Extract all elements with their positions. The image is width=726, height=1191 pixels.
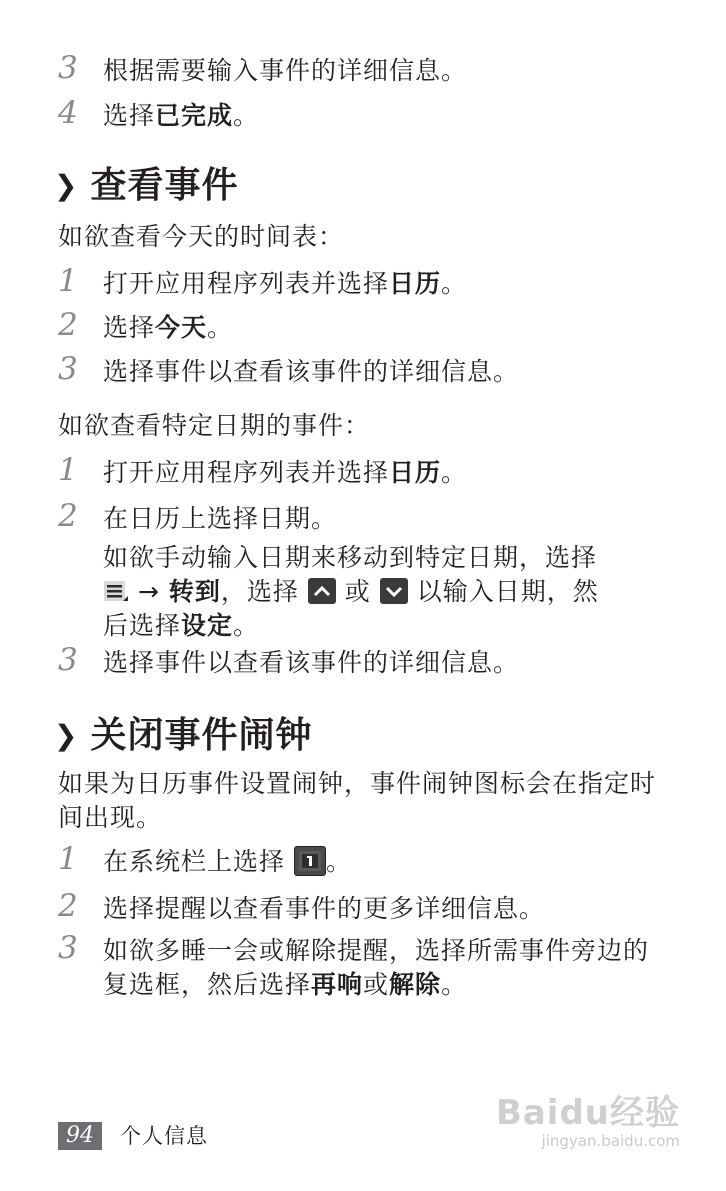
chevron-right-icon: ❯ [54,719,79,752]
step-number: 1 [58,452,78,488]
step-text: 打开应用程序列表并选择日历。 [103,458,468,487]
step-number: 1 [58,263,78,299]
notification-icon [294,846,326,876]
step-number: 3 [58,50,78,86]
watermark [496,1085,680,1150]
step-text: 在日历上选择日期。 [103,504,338,533]
section-heading-view-events: ❯ 查看事件 [54,165,239,206]
watermark-logo: Baidu经验 [495,1093,680,1133]
step-number: 4 [58,95,78,131]
step-text: 选择提醒以查看事件的更多详细信息。 [103,894,546,923]
section-heading-dismiss-alarm: ❯ 关闭事件闹钟 [54,715,313,756]
step-text: 选择事件以查看该事件的详细信息。 [103,648,520,677]
step-item [58,642,698,680]
menu-icon [103,578,129,602]
step-item [58,888,698,926]
step-text: 根据需要输入事件的详细信息。 [103,56,468,85]
chevron-up-icon [308,578,336,604]
step-item [58,95,698,133]
section-label: 个人信息 [120,1124,208,1148]
step-item [58,307,698,345]
step-number: 2 [58,888,78,924]
step-item [58,498,698,536]
step-item [58,841,698,879]
step-number: 2 [58,307,78,343]
step-text: 在系统栏上选择 。 [103,847,352,876]
step-text: 选择事件以查看该事件的详细信息。 [103,357,520,386]
intro-alarm: 如果为日历事件设置闹钟，事件闹钟图标会在指定时间出现。 [58,769,657,832]
step-item [58,351,698,389]
step-item [58,263,698,301]
step-item [58,452,698,490]
step-number: 1 [58,841,78,877]
chevron-down-icon [380,578,408,604]
chevron-right-icon: ❯ [54,169,79,202]
step-number: 3 [58,930,78,966]
step-item [58,50,698,88]
step-number: 3 [58,642,78,678]
watermark-url: jingyan.baidu.com [541,1132,680,1150]
step-text: 打开应用程序列表并选择日历。 [103,269,468,298]
intro-date: 如欲查看特定日期的事件： [58,411,371,440]
step-text: 选择已完成。 [103,101,260,130]
page-number: 94 [58,1122,102,1150]
step-number: 2 [58,498,78,534]
step-text: 选择今天。 [103,313,234,342]
intro-today: 如欲查看今天的时间表： [58,222,345,251]
step-number: 3 [58,351,78,387]
step-text: 如欲多睡一会或解除提醒，选择所需事件旁边的复选框，然后选择再响或解除。 [103,936,650,999]
step-item [58,930,698,1002]
date-note: 如欲手动输入日期来移动到特定日期，选择 → 转到，选择 或 以输入日期，然 后选择设定。 [103,543,599,640]
